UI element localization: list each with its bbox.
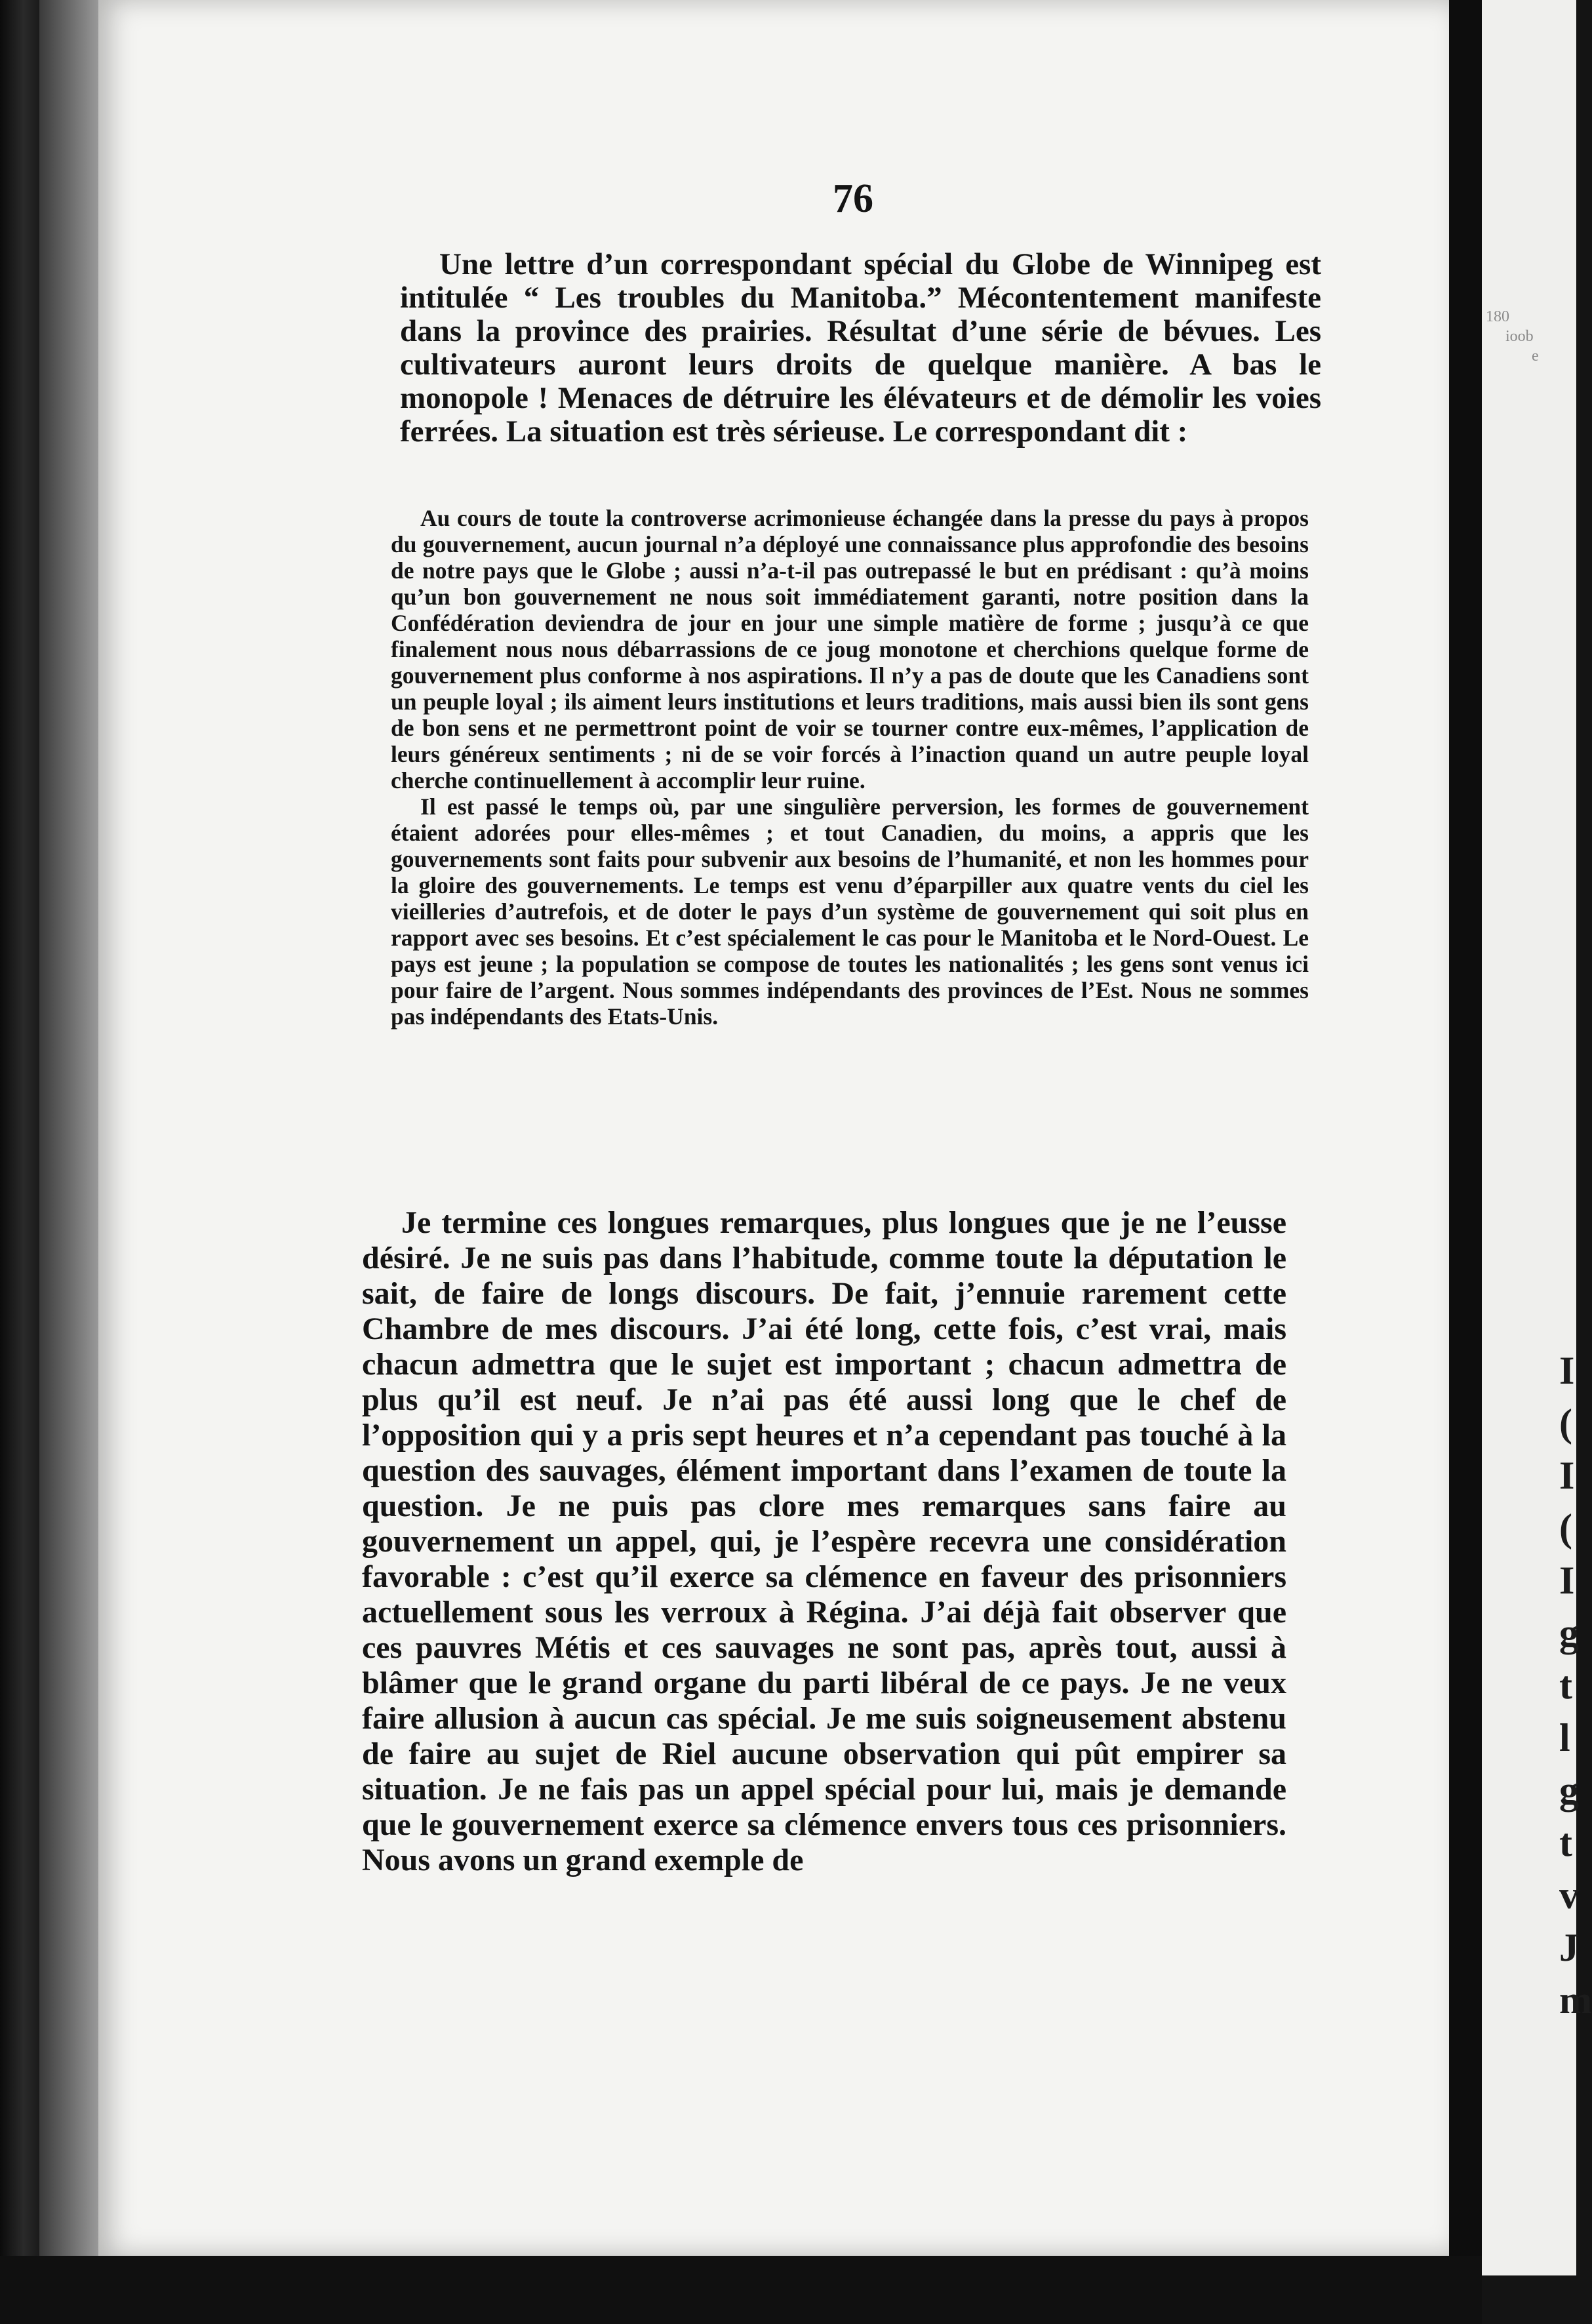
intro-text: Une lettre d’un correspondant spécial du Globe de Winnipeg est intitulée “ Les troubles du Manitoba.” Mécontentement manifeste dans la province des prairies. Résultat d’une série de bévues. Les cultivateurs auront leurs droits de quelque manière. A bas le monopole ! Menaces de détruire les élévateurs et de démolir les voies ferrées. La situation est très sérieuse. Le correspondant dit : <box>400 247 1321 449</box>
adjacent-page-letter: t <box>1559 1821 1572 1864</box>
adjacent-page-letter: g <box>1559 1769 1579 1812</box>
adjacent-page-letter: I <box>1559 1559 1575 1602</box>
adjacent-page-faint-line: ioob <box>1505 328 1534 345</box>
body-paragraph <box>362 1205 1286 1878</box>
page-gutter <box>1449 0 1482 2324</box>
adjacent-page-letter: I <box>1559 1454 1575 1497</box>
page-number: 76 <box>833 176 873 221</box>
adjacent-page-letter: g <box>1559 1611 1579 1654</box>
scan-border-bottom <box>0 2256 1482 2324</box>
quote-paragraph: Il est passé le temps où, par une singulière perversion, les formes de gouvernement étaient adorées pour elles-mêmes ; et tout Canadien, du moins, a appris que les gouvernements sont faits pour subvenir aux besoins de l’humanité, et non les hommes pour la gloire des gouvernements. Le temps est venu d’éparpiller aux quatre vents du ciel les vieilleries d’autrefois, et de doter le pays d’un système de gouvernement qui soit plus en rapport avec ses besoins. Et c’est spécialement le cas pour le Manitoba et le Nord-Ouest. Le pays est jeune ; la population se compose de toutes les nationalités ; les gens sont venus ici pour faire de l’argent. Nous sommes indépendants des provinces de l’Est. Nous ne sommes pas indépendants des Etats-Unis. <box>391 793 1309 1030</box>
quote-paragraph: Au cours de toute la controverse acrimonieuse échangée dans la presse du pays à propos du gouvernement, aucun journal n’a déployé une connaissance plus approfondie des besoins de notre pays que le Globe ; aussi n’a-t-il pas outrepassé le but en prédisant : qu’à moins qu’un bon gouvernement ne nous soit immédiatement garanti, notre position dans la Confédération deviendra de jour en jour une simple matière de forme ; jusqu’à ce que finalement nous nous débarrassions de ce joug monotone et cherchions quelque forme de gouvernement plus conforme à nos aspirations. Il n’y a pas de doute que les Canadiens sont un peuple loyal ; ils aiment leurs institutions et leurs traditions, mais aussi bien ils sont gens de bon sens et ne permettront point de voir se tourner contre eux-mêmes, l’application de leurs généreux sentiments ; ni de se voir forcés à l’inaction quand un autre peuple loyal cherche continuellement à accomplir leur ruine. <box>391 505 1309 793</box>
adjacent-page-letter: ( <box>1559 1401 1572 1445</box>
adjacent-page-letter: m <box>1559 1978 1592 2022</box>
adjacent-page-letter: v <box>1559 1873 1579 1917</box>
body-text: Je termine ces longues remarques, plus longues que je ne l’eusse désiré. Je ne suis pas dans l’habitude, comme toute la députation le sait, de faire de longs discours. De fait, j’ennuie rarement cette Chambre de mes discours. J’ai été long, cette fois, c’est vrai, mais chacun admettra que le sujet est important ; chacun admettra de plus qu’il est neuf. Je n’ai pas été aussi long que le chef de l’opposition qui y a pris sept heures et n’a cependant pas touché à la question des sauvages, élément important dans l’examen de toute la question. Je ne puis pas clore mes remarques sans faire au gouvernement un appel, qui, je l’espère recevra une considération favorable : c’est qu’il exerce sa clémence en faveur des prisonniers actuellement sous les verroux à Régina. J’ai déjà fait observer que ces pauvres Métis et ces sauvages ne sont pas, après tout, aussi à blâmer que le grand organe du parti libéral de ce pays. Je ne veux faire allusion à aucun cas spécial. Je me suis soigneusement abstenu de faire au sujet de Riel aucune observation qui pût empirer sa situation. Je ne fais pas un appel spécial pour lui, mais je demande que le gouvernement exerce sa clémence envers tous ces prisonniers. Nous avons un grand exemple de <box>362 1205 1286 1877</box>
block-quote <box>391 505 1309 1030</box>
adjacent-page-edge <box>1482 0 1592 2275</box>
adjacent-page-letter: I <box>1559 1349 1575 1392</box>
adjacent-page-faint-line: 180 <box>1486 308 1509 325</box>
adjacent-page-letter: J <box>1559 1926 1579 1969</box>
adjacent-page-letter: ( <box>1559 1506 1572 1550</box>
adjacent-page-faint-line: e <box>1532 348 1539 365</box>
adjacent-page-letter: t <box>1559 1664 1572 1707</box>
book-spine <box>0 0 39 2324</box>
intro-paragraph <box>400 248 1321 449</box>
adjacent-page-letter: l <box>1559 1716 1570 1759</box>
